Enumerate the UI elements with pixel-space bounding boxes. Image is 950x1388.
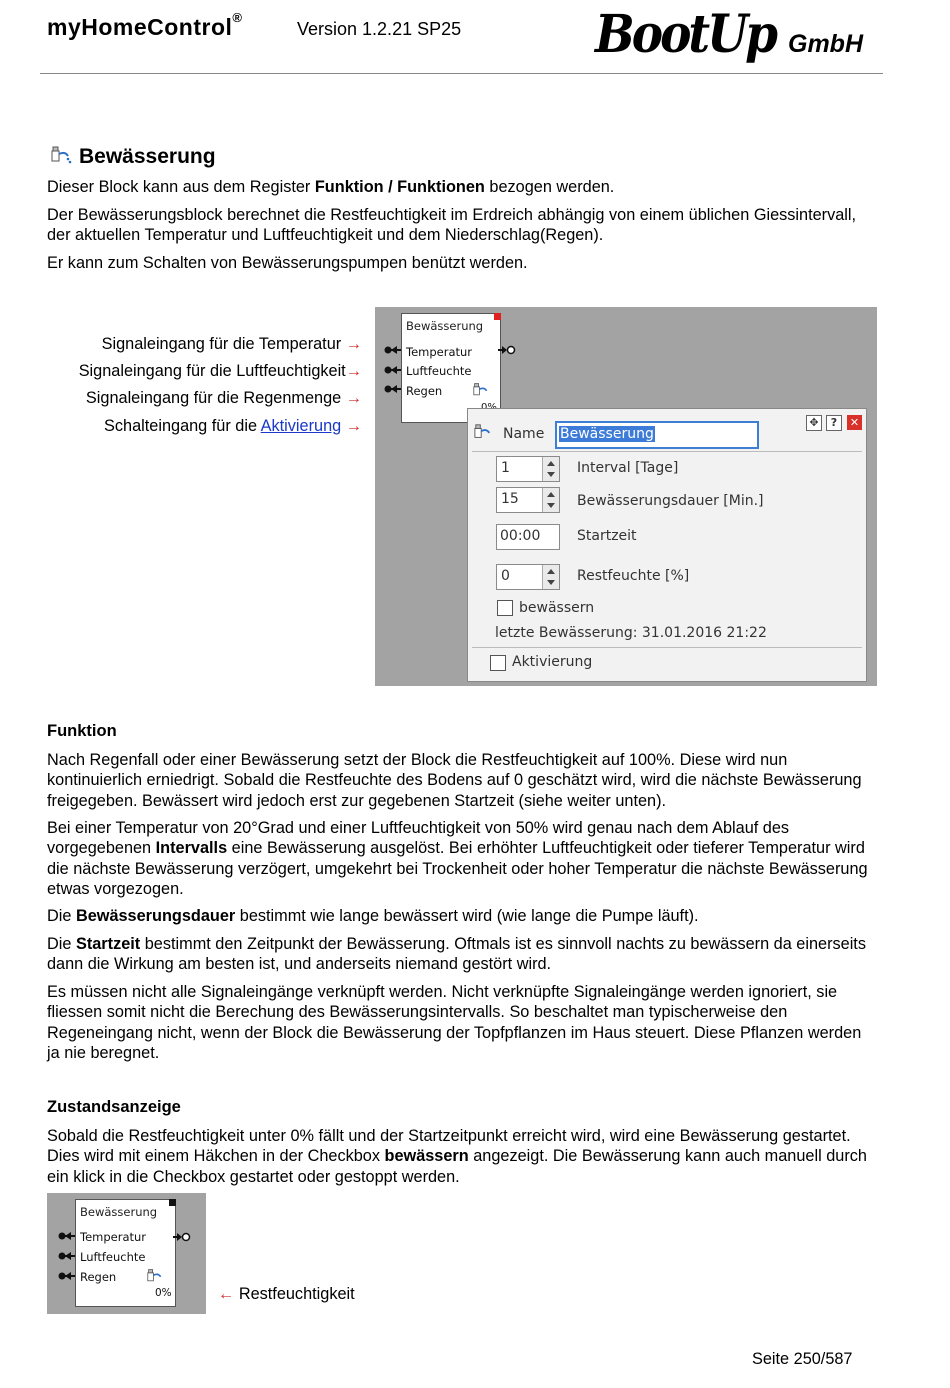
funktion-paragraph-3: Die Bewässerungsdauer bestimmt wie lange bewässert wird (wie lange die Pumpe läuft). (47, 907, 699, 925)
block-input-regen: Regen (80, 1270, 117, 1284)
arrow-left-icon: ← (218, 1285, 235, 1303)
starttime-label: Startzeit (577, 528, 637, 544)
properties-dialog (467, 408, 867, 682)
funktion-paragraph-4: Die Startzeit bestimmt den Zeitpunkt der Bewässerung. Oftmals ist es sinnvoll nachts zu bewässern da einerseits dann die Wirkung am besten ist, und anderseits niemand gestört wird. (47, 935, 866, 974)
signal-label-aktivierung: Schalteingang für die Aktivierung → (104, 417, 362, 435)
interval-stepper[interactable]: 1 (496, 456, 560, 482)
header-divider (40, 73, 883, 74)
funktion-paragraph-1: Nach Regenfall oder einer Bewässerung setzt der Block die Restfeuchtigkeit auf 100%. Diese wird nun kontinuierlich erniedrigt. Sobald die Restfeuchte des Bodens auf 0 geschätzt wird, wird die nächste Bewässerung freigegeben. Bewässert wird jedoch erst zur gegebenen Startzeit (siehe weiter unten). (47, 751, 862, 810)
restfeuchte-label: Restfeuchte [%] (577, 568, 690, 584)
aktivierung-label: Aktivierung (512, 654, 593, 670)
arrow-right-icon: → (345, 417, 362, 435)
intro-paragraph-3: Er kann zum Schalten von Bewässerungspumpen benützt werden. (47, 254, 528, 272)
dialog-divider (472, 451, 862, 452)
starttime-input[interactable]: 00:00 (496, 524, 560, 550)
intro-paragraph-1: Dieser Block kann aus dem Register Funktion / Funktionen bezogen werden. (47, 178, 615, 196)
block-title: Bewässerung (406, 319, 484, 333)
move-icon[interactable]: ✥ (806, 415, 822, 431)
irrigation-icon (50, 145, 72, 165)
name-input[interactable]: Bewässerung (555, 421, 759, 449)
signal-label-temperatur: Signaleingang für die Temperatur → (101, 335, 362, 353)
arrow-right-icon: → (345, 389, 362, 407)
funktion-heading: Funktion (47, 722, 117, 740)
bewaessern-checkbox[interactable] (497, 600, 513, 616)
block-title: Bewässerung (80, 1205, 158, 1219)
registered-mark: ® (232, 10, 243, 26)
block-percent: 0% (155, 1287, 172, 1299)
restfeuchte-stepper[interactable]: 0 (496, 564, 560, 590)
duration-stepper[interactable]: 15 (496, 487, 560, 513)
last-irrigation-text: letzte Bewässerung: 31.01.2016 21:22 (495, 625, 767, 641)
block-status-marker (494, 313, 501, 320)
page-number: Seite 250/587 (752, 1350, 853, 1368)
company-logo (595, 4, 885, 68)
irrigation-icon (473, 423, 493, 441)
zustand-paragraph: Sobald die Restfeuchtigkeit unter 0% fällt und der Startzeitpunkt erreicht wird, wird eine Bewässerung gestartet. Dies wird mit einem Häkchen in der Checkbox bewässern angezeigt. Die Bewässerung kann auch manuell durch ein klick in die Checkbox gestartet oder gestoppt werden. (47, 1127, 867, 1186)
funktion-paragraph-5: Es müssen nicht alle Signaleingänge verknüpft werden. Nicht verknüpfte Signaleingänge werden ignoriert, sie fliessen somit nicht die Berechung des Bewässerungsintervalls. So beschaltet man typischerweise den Regeneingang nicht, wenn der Block die Bewässerung der Topfpflanzen im Haus steuert. Diese Pflanzen werden ja nie beregnet. (47, 983, 862, 1063)
output-connector (173, 1230, 193, 1244)
name-label: Name (503, 426, 545, 442)
logo-brand: BootUp (595, 4, 775, 66)
dialog-divider (472, 647, 862, 648)
intro-paragraph-2: Der Bewässerungsblock berechnet die Restfeuchtigkeit im Erdreich abhängig von einem üblichen Giessintervall, der aktuellen Temperatur und Luftfeuchtigkeit und dem Niederschlag(Regen). (47, 206, 857, 245)
block-status-marker (169, 1199, 176, 1206)
irrigation-icon (472, 382, 490, 398)
interval-label: Interval [Tage] (577, 460, 679, 476)
function-block-state[interactable] (75, 1199, 176, 1307)
block-input-regen: Regen (406, 384, 443, 398)
version-label: Version 1.2.21 SP25 (297, 19, 462, 39)
logo-suffix: GmbH (788, 30, 863, 58)
close-button[interactable]: ✕ (847, 415, 862, 430)
app-name: myHomeControl® (47, 10, 243, 40)
bewaessern-label: bewässern (519, 600, 595, 616)
signal-label-luftfeuchtigkeit: Signaleingang für die Luftfeuchtigkeit→ (78, 362, 362, 380)
funktion-paragraph-2: Bei einer Temperatur von 20°Grad und einer Luftfeuchtigkeit von 50% wird genau nach dem Ablauf des vorgegebenen Intervalls eine Bewässerung ausgelöst. Bei erhöhter Luftfeuchtigkeit oder tieferer Temperatur wird die nächste Bewässerung verzögert, umgekehrt bei Trockenheit oder hoher Temperatur die nächste Bewässerung etwas vorgezogen. (47, 819, 868, 899)
arrow-right-icon: → (345, 335, 362, 353)
zustand-heading: Zustandsanzeige (47, 1098, 181, 1116)
block-input-temperatur: Temperatur (80, 1230, 147, 1244)
help-button[interactable]: ? (826, 415, 842, 431)
section-title: Bewässerung (79, 145, 216, 168)
signal-label-regenmenge: Signaleingang für die Regenmenge → (85, 389, 362, 407)
input-connectors (383, 343, 405, 393)
aktivierung-checkbox[interactable] (490, 655, 506, 671)
block-input-luftfeuchte: Luftfeuchte (406, 364, 472, 378)
block-input-luftfeuchte: Luftfeuchte (80, 1250, 146, 1264)
function-block[interactable] (401, 313, 501, 423)
restfeuchtigkeit-label: ← Restfeuchtigkeit (218, 1285, 355, 1303)
arrow-right-icon: → (345, 362, 362, 380)
block-input-temperatur: Temperatur (406, 345, 473, 359)
irrigation-icon (146, 1268, 164, 1284)
duration-label: Bewässerungsdauer [Min.] (577, 493, 764, 509)
input-connectors (57, 1229, 79, 1281)
aktivierung-link[interactable]: Aktivierung (260, 417, 342, 435)
output-connector (498, 343, 518, 357)
